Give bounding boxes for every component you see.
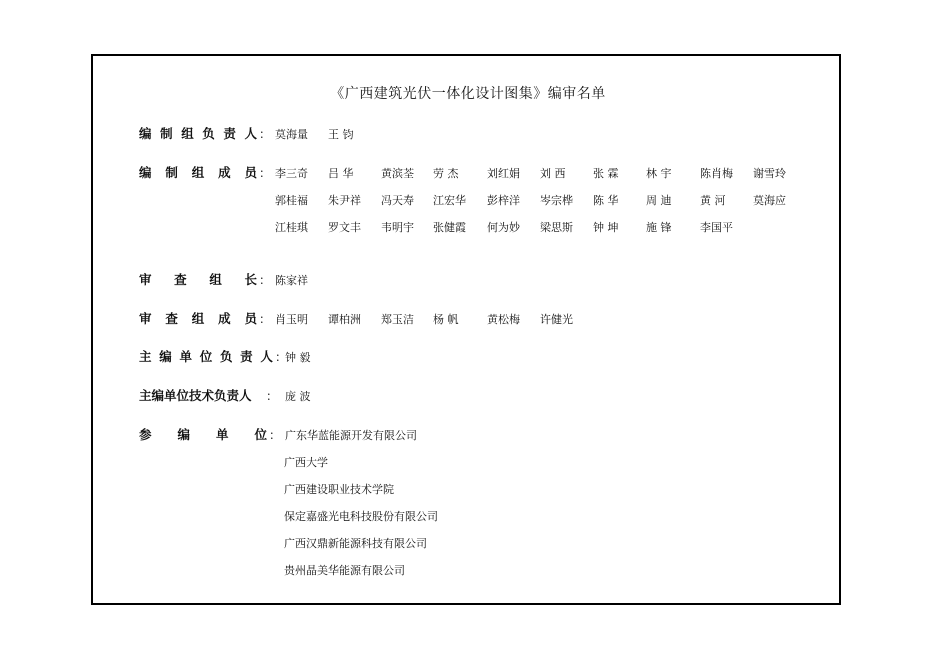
lead-label-char: 负 [202,126,215,141]
participant-org: 贵州晶美华能源有限公司 [284,564,405,577]
review_members-label-char: 员 [244,311,257,326]
member-name: 岑宗桦 [540,194,573,207]
page-title: 《广西建筑光伏一体化设计图集》编审名单 [330,86,606,102]
member-name: 刘红娟 [487,167,520,180]
review_members-name: 黄松梅 [487,313,520,326]
member-name: 张健霞 [433,221,466,234]
review_members-label-char: 审 [139,311,152,326]
lead-label [139,124,257,142]
member-name: 钟 坤 [593,221,619,234]
member-name: 黄滨荃 [381,167,414,180]
member-name: 陈肖梅 [700,167,733,180]
lead-label-char: 组 [181,126,194,141]
member-name: 劳 杰 [433,167,459,180]
member-name: 彭梓洋 [487,194,520,207]
member-name: 莫海应 [753,194,786,207]
members-colon: ： [259,166,272,180]
participant-org: 广东华蓝能源开发有限公司 [285,429,417,442]
main_unit_lead-colon: ： [275,350,288,364]
member-name: 林 宇 [646,167,672,180]
review_members-name: 郑玉洁 [381,313,414,326]
members-label-char: 编 [139,165,152,180]
lead-label-char: 责 [223,126,236,141]
members-label-char: 成 [218,165,231,180]
main_unit_lead-name: 钟 毅 [285,351,311,364]
member-name: 江桂琪 [275,221,308,234]
members-label-char: 员 [244,165,257,180]
members-label-char: 制 [165,165,178,180]
member-name: 朱尹祥 [328,194,361,207]
review_members-name: 许健光 [540,313,573,326]
review_members-label-char: 组 [191,311,205,326]
member-name: 江宏华 [433,194,466,207]
participant-org: 广西大学 [284,456,328,469]
review_members-name: 谭柏洲 [328,313,361,326]
review_lead-name: 陈家祥 [275,274,308,287]
members-label [139,163,257,181]
participants-label [139,425,267,443]
member-name: 吕 华 [328,167,354,180]
review_lead-label-char: 组 [209,272,222,287]
review_members-name: 肖玉明 [275,313,308,326]
member-name: 施 锋 [646,221,672,234]
member-name: 冯天寿 [381,194,414,207]
member-name: 周 迪 [646,194,672,207]
participants-label-char: 位 [254,427,267,442]
review_members-colon: ： [259,312,272,326]
member-name: 韦明宇 [381,221,414,234]
participants-label-char: 参 [139,427,152,442]
member-name: 郭桂福 [275,194,308,207]
participant-org: 保定嘉盛光电科技股份有限公司 [284,510,438,523]
participants-label-char: 编 [177,427,190,442]
review_members-name: 杨 帆 [433,313,459,326]
main_unit_tech-colon: ： [266,389,279,403]
member-name: 谢雪玲 [753,167,786,180]
lead-name: 王 钧 [328,128,354,141]
review_lead-label [139,270,257,288]
main_unit_lead-label-char: 单 [179,349,192,364]
member-name: 张 霖 [593,167,619,180]
review_lead-label-char: 长 [244,272,257,287]
lead-label-char: 编 [139,126,152,141]
member-name: 何为妙 [487,221,520,234]
main_unit_tech-label: 主编单位技术负责人 [139,388,252,403]
main_unit_lead-label-char: 编 [159,349,172,364]
lead-name: 莫海量 [275,128,308,141]
member-name: 罗文丰 [328,221,361,234]
participants-label-char: 单 [215,427,229,442]
main_unit_lead-label-char: 位 [199,349,213,364]
participant-org: 广西汉鼎新能源科技有限公司 [284,537,427,550]
participants-colon: ： [269,428,282,442]
review_members-label-char: 成 [218,311,231,326]
main_unit_lead-label-char: 责 [240,349,253,364]
lead-colon: ： [259,127,272,141]
member-name: 刘 西 [540,167,566,180]
lead-label-char: 人 [244,126,257,141]
member-name: 陈 华 [593,194,619,207]
review_members-label-char: 查 [165,311,178,326]
review_members-label [139,309,257,327]
main_unit_lead-label-char: 主 [139,349,152,364]
member-name: 李三奇 [275,167,308,180]
participant-org: 广西建设职业技术学院 [284,483,394,496]
member-name: 黄 河 [700,194,726,207]
review_lead-label-char: 查 [174,272,187,287]
main_unit_lead-label-char: 负 [219,349,233,364]
main_unit_lead-label [139,347,273,365]
review_lead-colon: ： [259,273,272,287]
main_unit_lead-label-char: 人 [260,349,273,364]
lead-label-char: 制 [160,126,173,141]
main_unit_tech-name: 庞 波 [285,390,311,403]
member-name: 李国平 [700,221,733,234]
members-label-char: 组 [191,165,205,180]
member-name: 梁思斯 [540,221,573,234]
review_lead-label-char: 审 [139,272,152,287]
